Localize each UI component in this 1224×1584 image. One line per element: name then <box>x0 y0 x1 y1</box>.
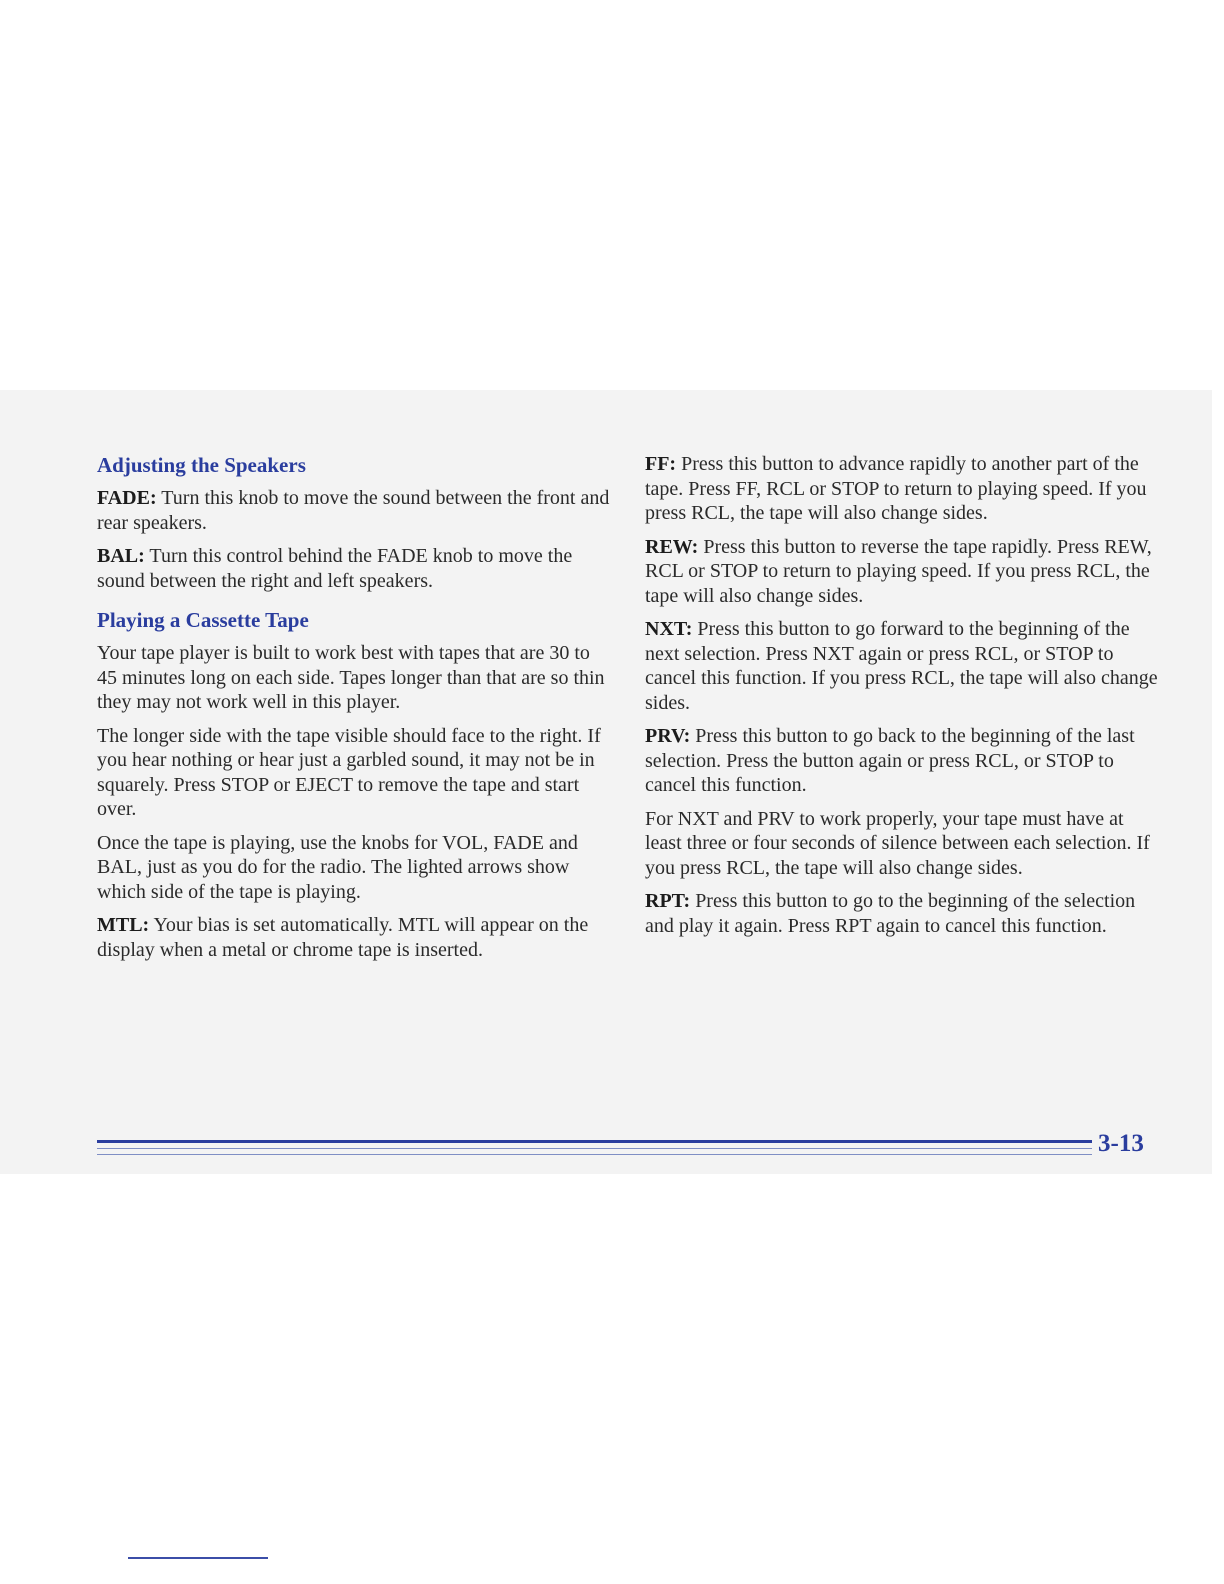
text-mtl: Your bias is set automatically. MTL will appear on the display when a metal or chrome tape is inserted. <box>97 914 589 961</box>
term-bal: BAL: <box>97 545 145 567</box>
text-rpt: Press this button to go to the beginning of the selection and play it again. Press RPT again to cancel this function. <box>645 890 1136 937</box>
paragraph-prv <box>645 724 1160 798</box>
text-prv: Press this button to go back to the beginning of the last selection. Press the button again or press RCL, or STOP to cancel this function. <box>645 725 1135 796</box>
term-prv: PRV: <box>645 725 691 747</box>
paragraph-nxt-prv-note: For NXT and PRV to work properly, your tape must have at least three or four seconds of silence between each selection. If you press RCL, the tape will also change sides. <box>645 807 1150 879</box>
term-rpt: RPT: <box>645 890 691 912</box>
text-bal: Turn this control behind the FADE knob to move the sound between the right and left speakers. <box>97 545 573 592</box>
footer-rule <box>97 1140 1092 1143</box>
text-ff: Press this button to advance rapidly to another part of the tape. Press FF, RCL or STOP to return to playing speed. If you press RCL, the tape will also change sides. <box>645 453 1147 524</box>
page-number: 3-13 <box>1098 1130 1144 1157</box>
paragraph-rpt <box>645 889 1160 938</box>
term-fade: FADE: <box>97 487 157 509</box>
paragraph-ff <box>645 452 1160 526</box>
term-rew: REW: <box>645 535 699 558</box>
paragraph-rew <box>645 535 1160 609</box>
heading-playing-cassette: Playing a Cassette Tape <box>97 608 309 632</box>
footer-rule-thin <box>97 1148 1092 1149</box>
text-rew: Press this button to reverse the tape rapidly. Press REW, RCL or STOP to return to playing speed. If you press RCL, the tape will also change sides. <box>645 535 1152 607</box>
footer-rule-thin <box>97 1154 1092 1155</box>
paragraph-tape-orientation: The longer side with the tape visible should face to the right. If you hear nothing or hear just a garbled sound, it may not be in squarely. Press STOP or EJECT to remove the tape and start over. <box>97 724 601 820</box>
left-column <box>97 452 612 971</box>
term-mtl: MTL: <box>97 914 150 936</box>
paragraph-fade <box>97 486 612 535</box>
term-ff: FF: <box>645 453 677 475</box>
paragraph-tape-playing: Once the tape is playing, use the knobs for VOL, FADE and BAL, just as you do for the radio. The lighted arrows show which side of the tape is playing. <box>97 831 578 903</box>
paragraph-mtl <box>97 913 612 962</box>
bottom-divider <box>128 1557 268 1559</box>
right-column <box>645 452 1160 947</box>
text-nxt: Press this button to go forward to the beginning of the next selection. Press NXT again or press RCL, or STOP to cancel this function. If you press RCL, the tape will also change sides. <box>645 618 1158 714</box>
heading-adjusting-speakers: Adjusting the Speakers <box>97 453 306 477</box>
term-nxt: NXT: <box>645 618 693 640</box>
text-fade: Turn this knob to move the sound between the front and rear speakers. <box>97 487 610 534</box>
paragraph-bal <box>97 544 612 593</box>
paragraph-tape-length: Your tape player is built to work best with tapes that are 30 to 45 minutes long on each side. Tapes longer than that are so thin they may not work well in this player. <box>97 642 605 713</box>
paragraph-nxt <box>645 617 1160 715</box>
